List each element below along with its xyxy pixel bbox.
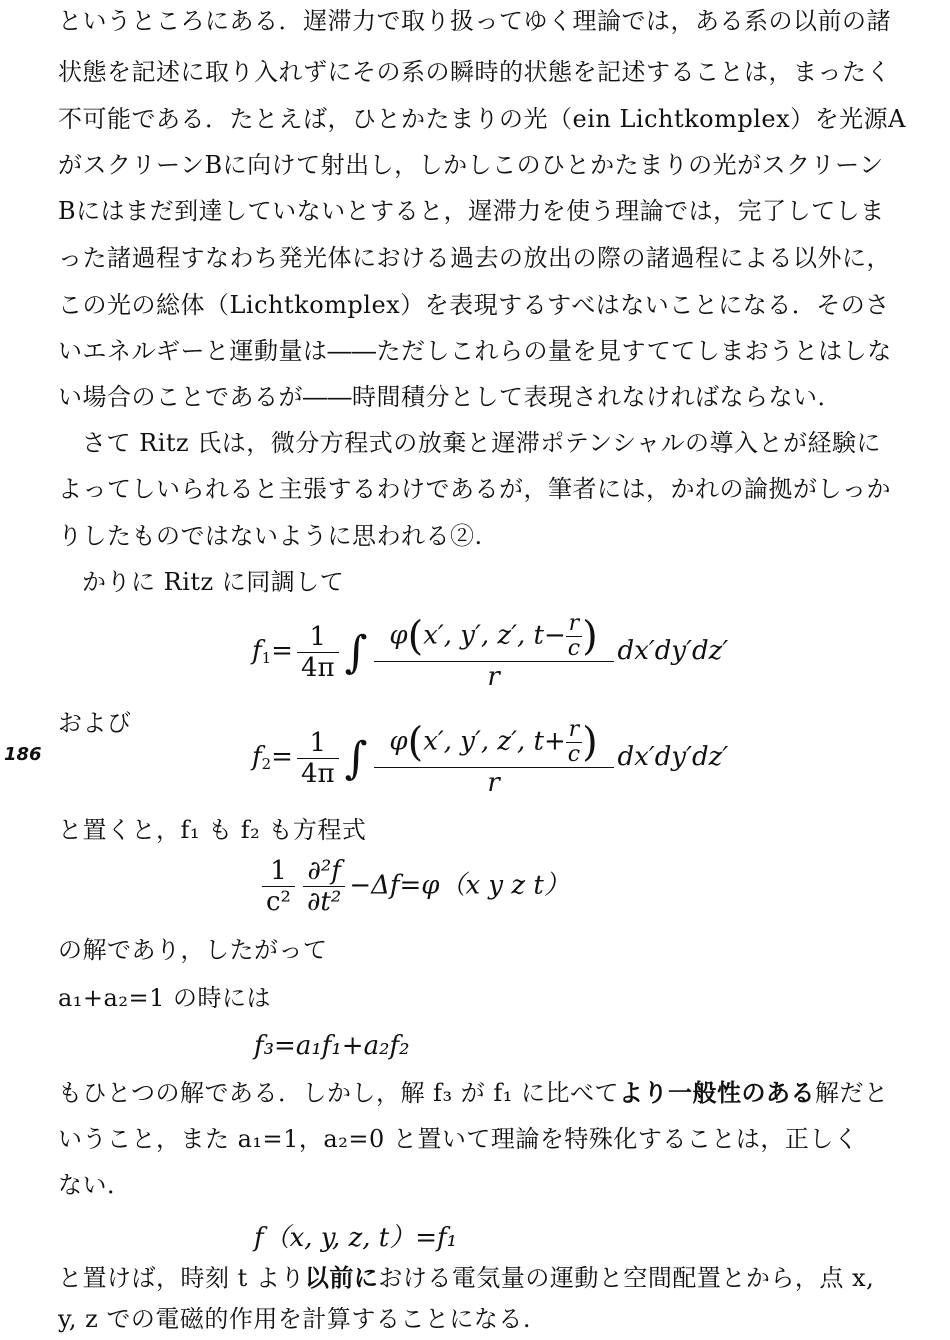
text-line <box>58 1263 908 1293</box>
text-line: a₁+a₂=1 の時には <box>58 984 271 1012</box>
text-line: がスクリーンBに向けて射出し，しかしこのひとかたまりの光がスクリーン <box>58 151 884 179</box>
text-line: y, z での電磁的作用を計算することになる. <box>58 1305 532 1333</box>
text-span: もひとつの解である．しかし，解 f₃ が f₁ に比べて <box>58 1079 620 1107</box>
text-line: よってしいられると主張するわけであるが，筆者には，かれの論拠がしっか <box>58 475 891 503</box>
emphasis-text: より一般性のある <box>619 1078 816 1107</box>
text-line: いうこと，また a₁=1，a₂=0 と置いて理論を特殊化することは，正しく <box>58 1125 859 1153</box>
text-line: と置くと，f₁ も f₂ も方程式 <box>58 816 367 844</box>
text-line: いエネルギーと運動量は――ただしこれらの量を見すててしまおうとはしな <box>58 337 892 365</box>
text-line: い場合のことであるが――時間積分として表現されなければならない． <box>58 383 842 411</box>
text-span: 解だと <box>815 1079 889 1107</box>
text-line: かりに Ritz に同調して <box>82 568 345 596</box>
text-line: というところにある．遅滞力で取り扱ってゆく理論では，ある系の以前の諸 <box>58 7 891 35</box>
text-span: と置けば，時刻 t より <box>58 1264 305 1292</box>
emphasis-text: 以前に <box>304 1263 379 1292</box>
text-line: 不可能である．たとえば，ひとかたまりの光（ein Lichtkomplex）を光源A <box>58 105 906 133</box>
text-line: さて Ritz 氏は，微分方程式の放棄と遅滞ポテンシャルの導入とが経験に <box>82 429 882 457</box>
text-line: ない． <box>58 1171 132 1199</box>
equation-f1: $f_1=$ $\frac{1}{4\pi}$ ∫ φ(x′, y′, z′, t− $\frac{r}{c}$ ) r dx′dy′dz′ <box>252 611 729 692</box>
text-line: りしたものではないように思われる②. <box>58 522 483 550</box>
text-line: および <box>58 709 132 737</box>
text-line: Bにはまだ到達していないとすると，遅滞力を使う理論では，完了してしま <box>58 197 885 225</box>
page-number: 186 <box>4 744 42 765</box>
equation-wave: $\frac{1}{\text{c²}}$ $\frac{\text{∂²f}}{\text{∂t²}}$ −Δf=φ（x y z t） <box>258 856 570 917</box>
text-line <box>58 1078 908 1108</box>
equation-f-def: f（x, y, z, t）=f₁ <box>254 1223 458 1253</box>
text-line: った諸過程すなわち発光体における過去の放出の際の諸過程による以外に， <box>58 244 891 272</box>
text-line: 状態を記述に取り入れずにその系の瞬時的状態を記述することは，まったく <box>58 58 891 86</box>
text-span: おける電気量の運動と空間配置とから，点 x, <box>378 1264 875 1292</box>
text-line: の解であり，したがって <box>58 936 328 964</box>
equation-f3: f₃=a₁f₁+a₂f₂ <box>254 1031 410 1061</box>
text-line: この光の総体（Lichtkomplex）を表現するすべはないことになる．そのさ <box>58 291 890 319</box>
equation-f2: $f_2=$ $\frac{1}{4\pi}$ ∫ φ(x′, y′, z′, t+ $\frac{r}{c}$ ) r dx′dy′dz′ <box>252 717 729 798</box>
